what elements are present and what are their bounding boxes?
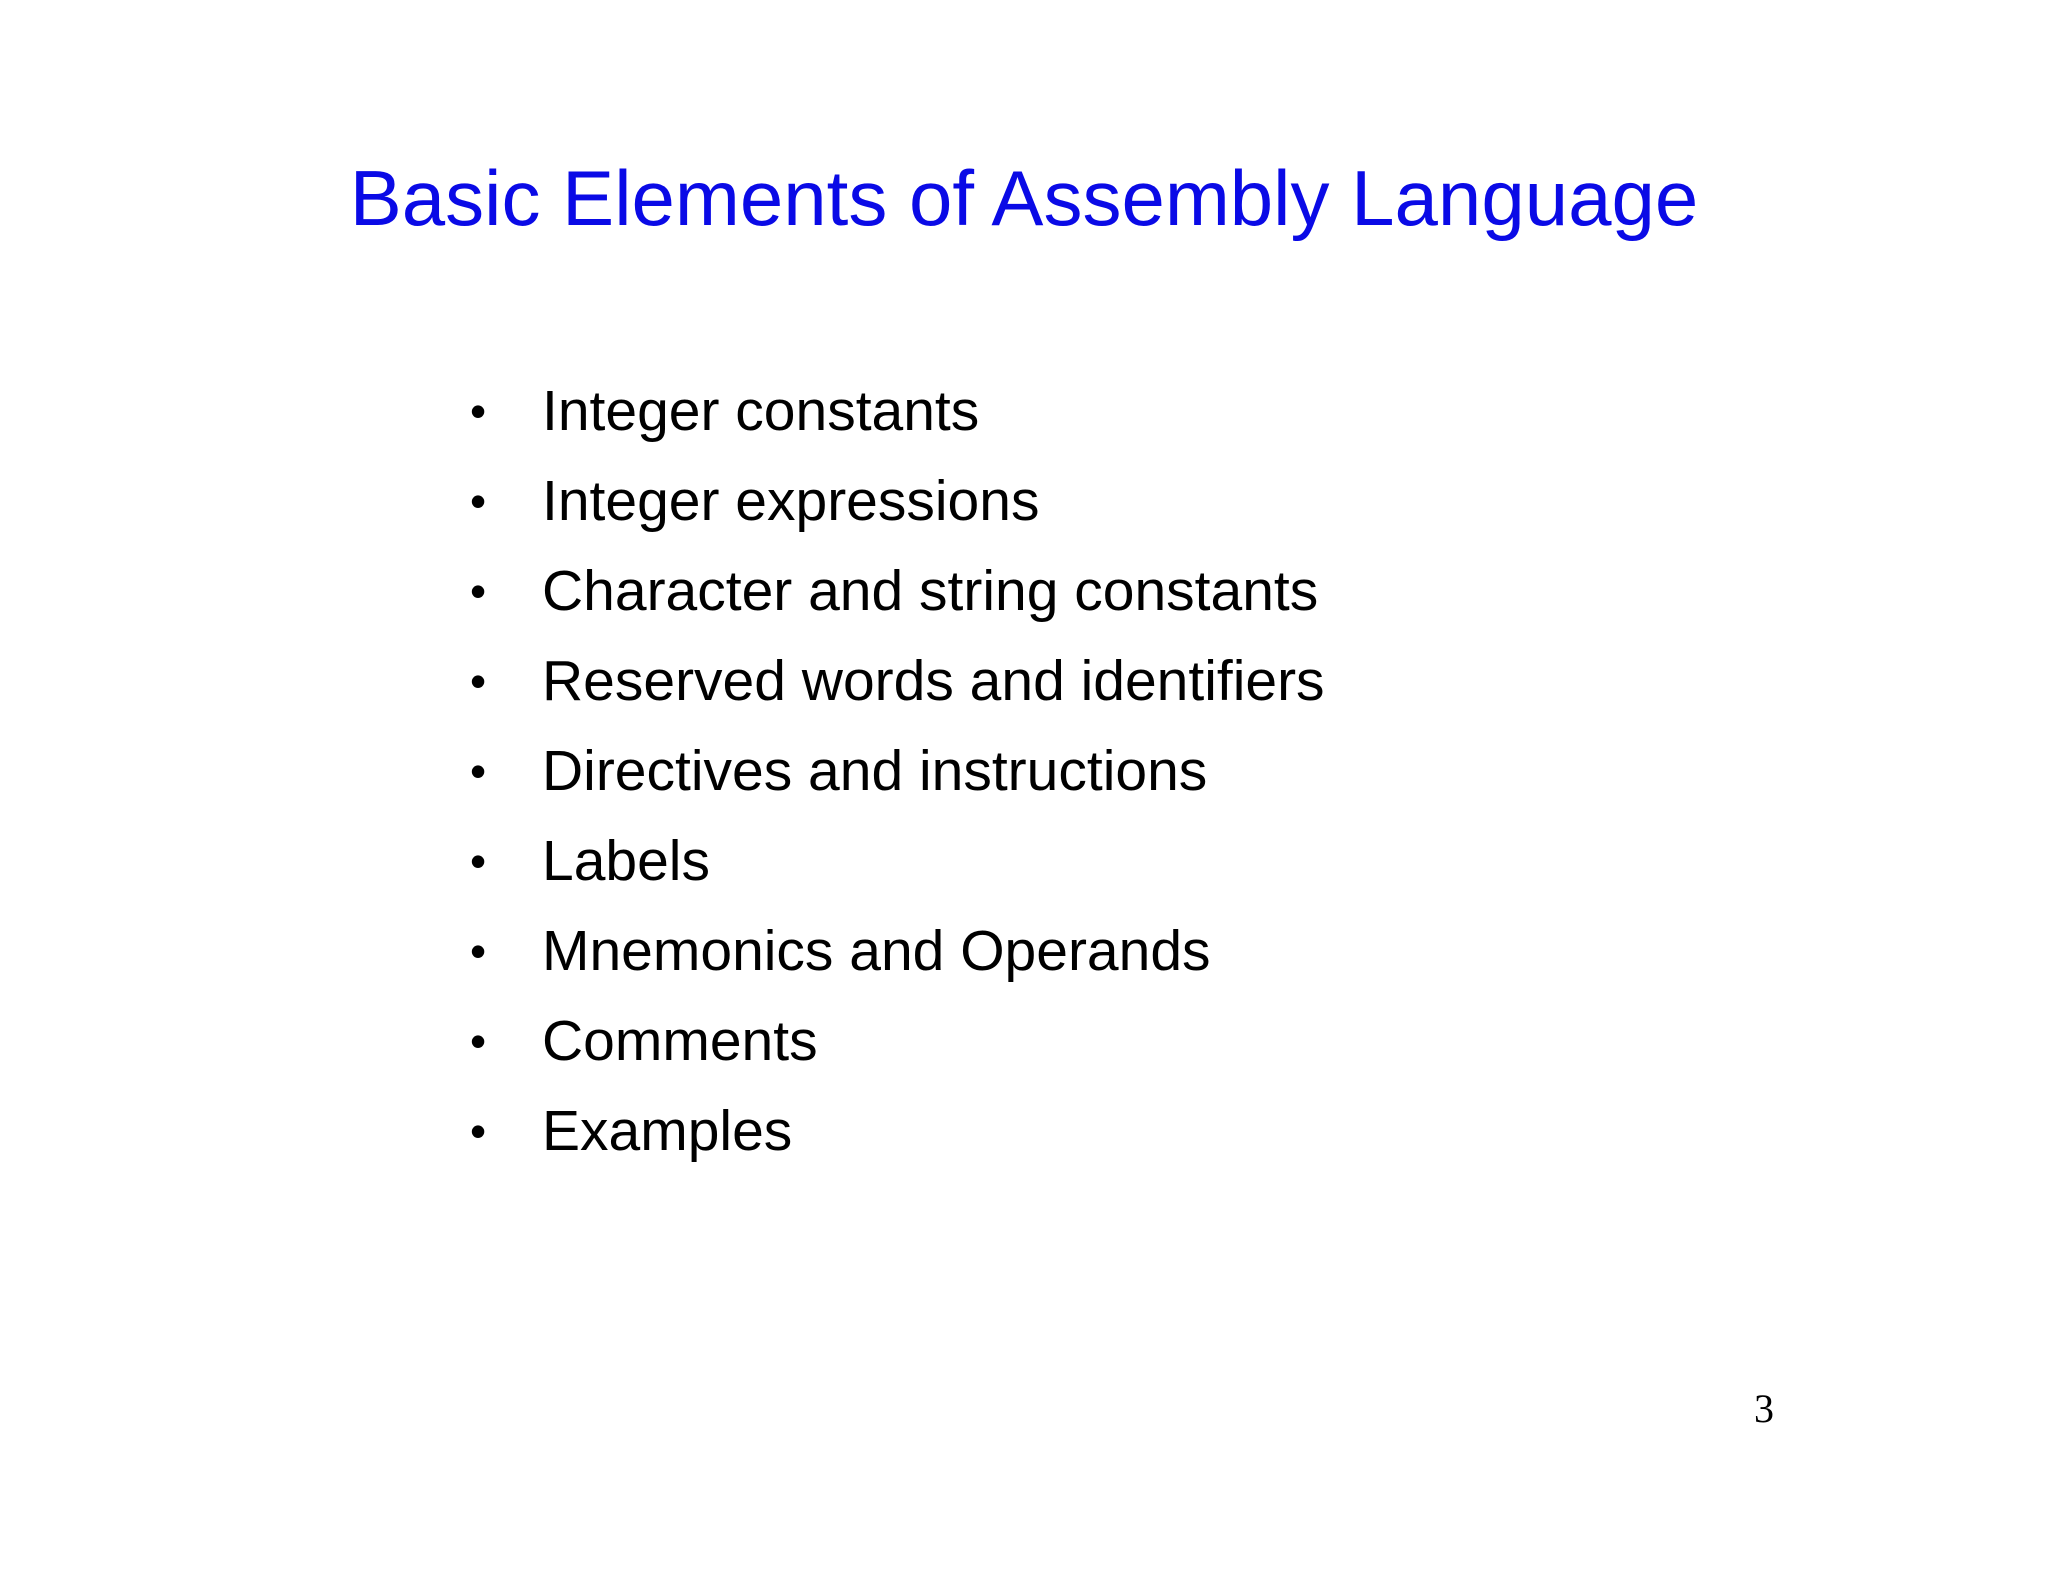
bullet-icon: • <box>470 925 487 977</box>
list-item-text: Directives and instructions <box>542 739 1208 803</box>
list-item-text: Character and string constants <box>542 559 1319 623</box>
bullet-icon: • <box>470 745 487 797</box>
list-item-text: Integer constants <box>542 379 980 443</box>
bullet-icon: • <box>470 385 487 437</box>
bullet-icon: • <box>470 1015 487 1067</box>
bullet-icon: • <box>470 565 487 617</box>
list-item-text: Comments <box>542 1009 818 1073</box>
page-number: 3 <box>1754 1386 1774 1431</box>
bullet-icon: • <box>470 1105 487 1157</box>
slide-title: Basic Elements of Assembly Language <box>349 154 1699 242</box>
bullet-icon: • <box>470 835 487 887</box>
list-item-text: Mnemonics and Operands <box>542 919 1211 983</box>
list-item-text: Reserved words and identifiers <box>542 649 1325 713</box>
bullet-icon: • <box>470 475 487 527</box>
list-item-text: Labels <box>542 829 710 893</box>
list-item-text: Integer expressions <box>542 469 1040 533</box>
bullet-icon: • <box>470 655 487 707</box>
list-item-text: Examples <box>542 1099 793 1163</box>
